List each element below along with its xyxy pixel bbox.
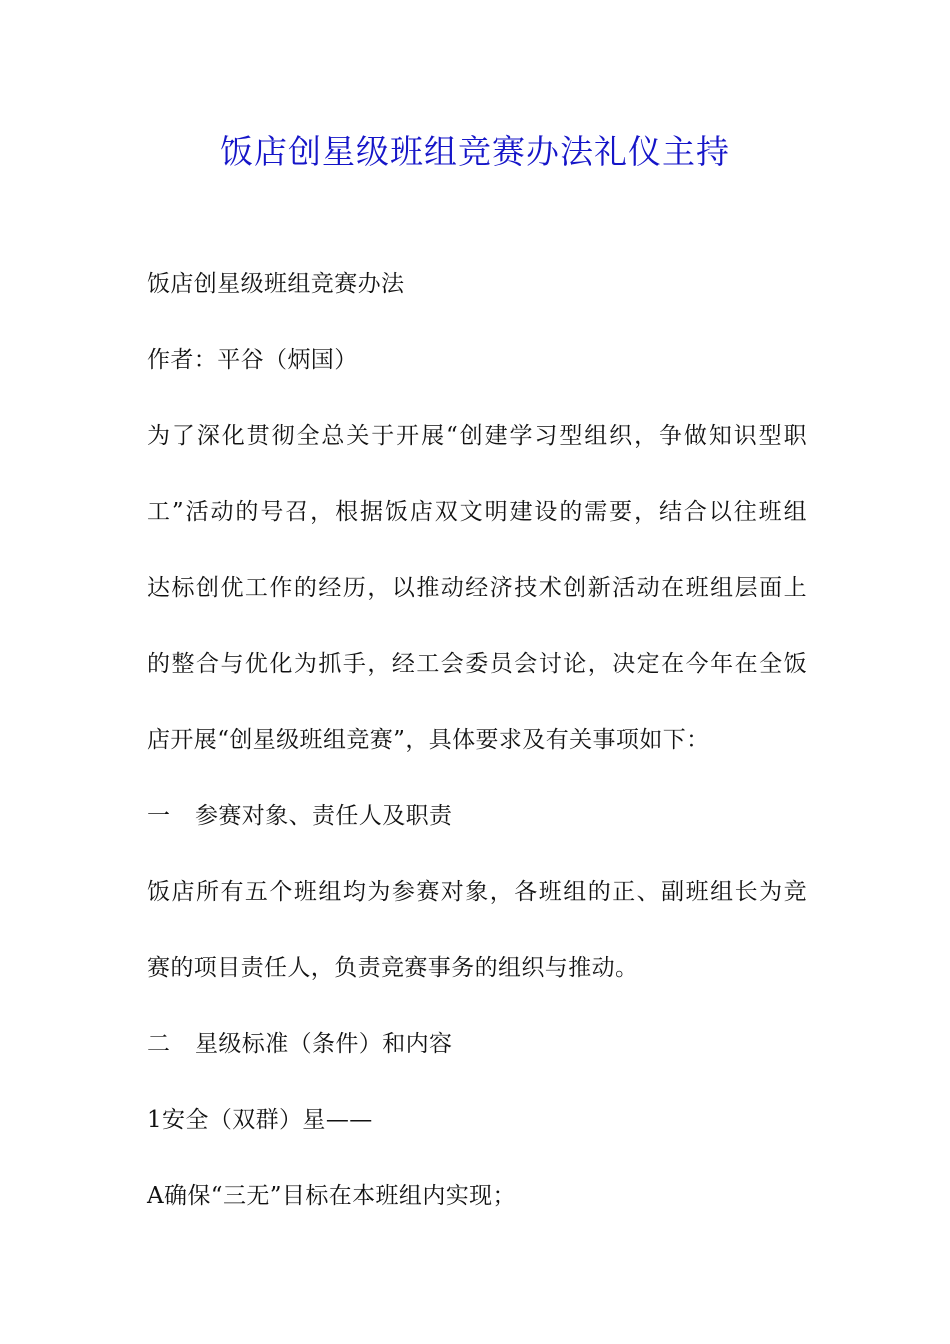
document-subtitle: 饭店创星级班组竞赛办法: [147, 271, 405, 297]
section-heading: [147, 794, 807, 870]
author-line: 作者：平谷（炳国）: [147, 347, 358, 373]
intro-line: 店开展“创星级班组竞赛”，具体要求及有关事项如下：: [147, 727, 710, 753]
list-subitem: A确保“三无”目标在本班组内实现；: [147, 1183, 516, 1209]
section-line: 饭店所有五个班组均为参赛对象，各班组的正、副班组长为竞: [147, 879, 807, 905]
section-heading: [147, 1022, 807, 1098]
section-line: 赛的项目责任人，负责竞赛事务的组织与推动。: [147, 955, 639, 981]
section-heading-text: 参赛对象、责任人及职责: [195, 803, 453, 829]
intro-line: 达标创优工作的经历，以推动经济技术创新活动在班组层面上: [147, 575, 807, 601]
intro-line: 的整合与优化为抓手，经工会委员会讨论，决定在今年在全饭: [147, 651, 807, 677]
section-number: 二: [147, 1031, 171, 1057]
intro-line: 为了深化贯彻全总关于开展“创建学习型组织，争做知识型职: [147, 423, 807, 449]
list-item: 1安全（双群）星——: [147, 1107, 373, 1133]
section-number: 一: [147, 803, 171, 829]
document-title: 饭店创星级班组竞赛办法礼仪主持: [220, 132, 730, 171]
document-body: [147, 262, 807, 1250]
section-heading-text: 星级标准（条件）和内容: [195, 1031, 453, 1057]
intro-line: 工”活动的号召，根据饭店双文明建设的需要，结合以往班组: [147, 499, 807, 525]
